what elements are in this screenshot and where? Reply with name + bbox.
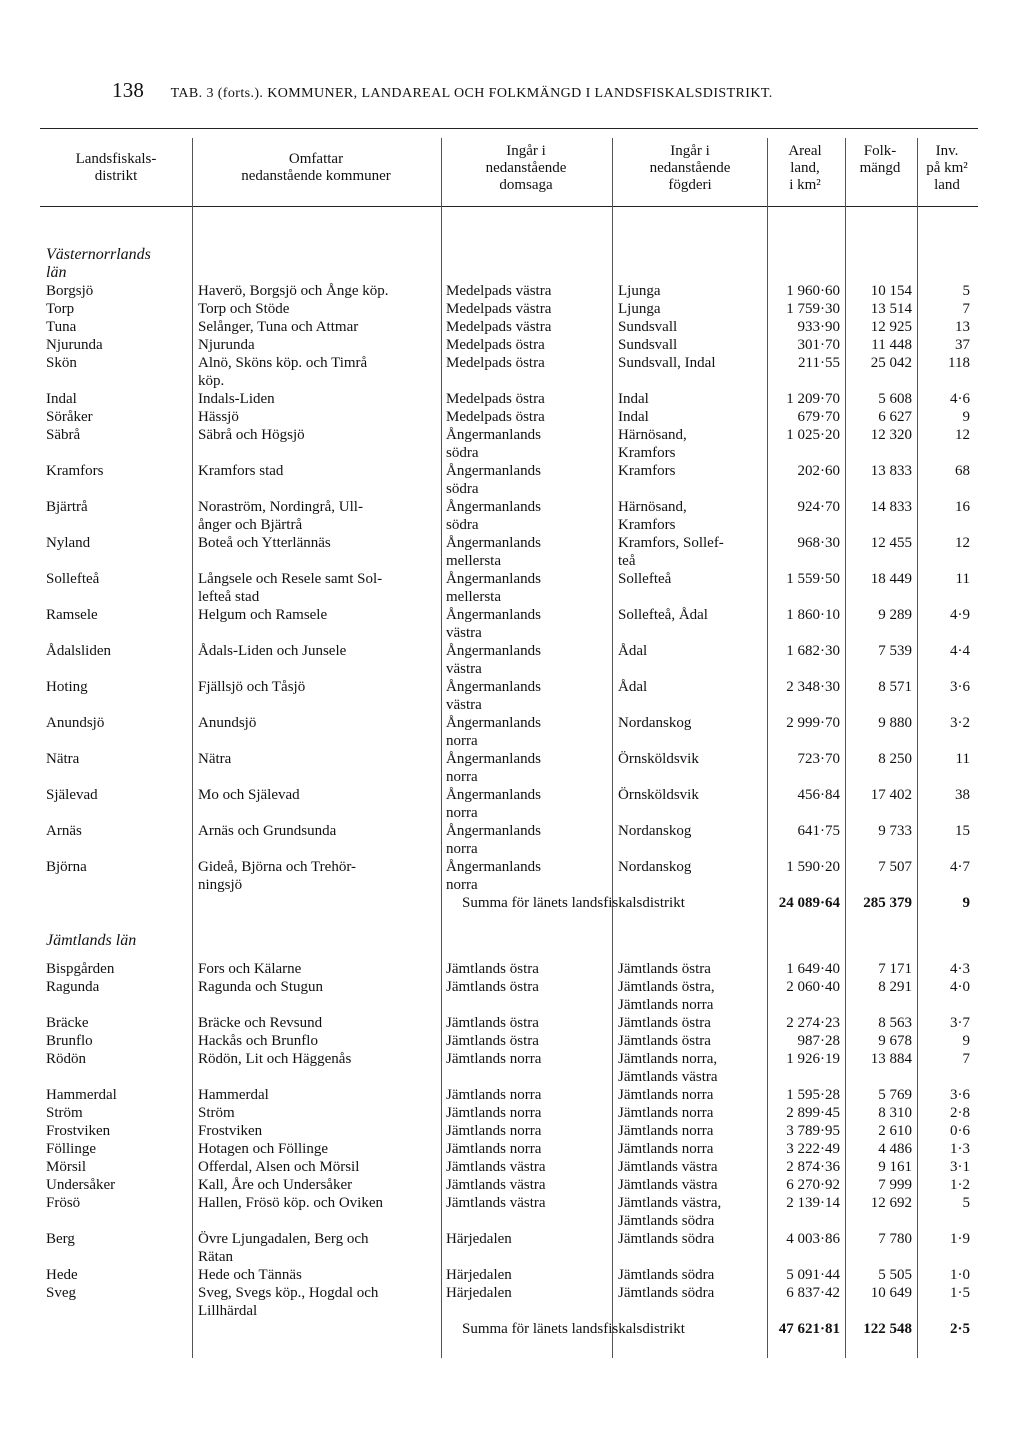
kommuner-cell: Offerdal, Alsen och Mörsil — [198, 1159, 360, 1175]
inv-cell: 5 — [962, 283, 970, 299]
fogderi-cell: Kramfors, Sollef- teå — [618, 535, 724, 569]
domsaga-cell: Medelpads västra — [446, 319, 552, 335]
kommuner-cell: Ragunda och Stugun — [198, 979, 323, 995]
kommuner-cell: Njurunda — [198, 337, 255, 353]
folkmangd-cell: 5 505 — [878, 1267, 912, 1283]
column-divider — [845, 138, 846, 1358]
areal-cell: 2 874·36 — [786, 1159, 840, 1175]
fogderi-cell: Ådal — [618, 679, 648, 695]
kommuner-cell: Indals-Liden — [198, 391, 275, 407]
folkmangd-cell: 8 250 — [878, 751, 912, 767]
district-name: Arnäs — [46, 823, 82, 839]
folkmangd-cell: 9 161 — [878, 1159, 912, 1175]
inv-cell: 9 — [962, 409, 970, 425]
domsaga-cell: Jämtlands östra — [446, 1033, 539, 1049]
inv-cell: 12 — [955, 427, 970, 443]
areal-cell: 1 559·50 — [786, 571, 840, 587]
folkmangd-cell: 7 507 — [878, 859, 912, 875]
inv-cell: 7 — [962, 301, 970, 317]
district-name: Tuna — [46, 319, 77, 335]
fogderi-cell: Härnösand, Kramfors — [618, 427, 687, 461]
areal-cell: 1 209·70 — [786, 391, 840, 407]
fogderi-cell: Härnösand, Kramfors — [618, 499, 687, 533]
areal-cell: 679·70 — [797, 409, 840, 425]
domsaga-cell: Ångermanlands norra — [446, 787, 541, 821]
district-name: Frostviken — [46, 1123, 111, 1139]
fogderi-cell: Sundsvall — [618, 337, 678, 353]
district-name: Sollefteå — [46, 571, 100, 587]
domsaga-cell: Ångermanlands mellersta — [446, 571, 541, 605]
kommuner-cell: Arnäs och Grundsunda — [198, 823, 337, 839]
district-name: Mörsil — [46, 1159, 87, 1175]
folkmangd-cell: 4 486 — [878, 1141, 912, 1157]
column-divider — [192, 138, 193, 1358]
folkmangd-cell: 9 289 — [878, 607, 912, 623]
district-name: Hoting — [46, 679, 88, 695]
kommuner-cell: Gideå, Björna och Trehör- ningsjö — [198, 859, 357, 893]
column-header: Omfattar nedanstående kommuner — [241, 151, 391, 184]
areal-cell: 2 899·45 — [786, 1105, 840, 1121]
district-name: Skön — [46, 355, 77, 371]
folkmangd-cell: 25 042 — [870, 355, 912, 371]
folkmangd-cell: 5 769 — [878, 1087, 912, 1103]
kommuner-cell: Haverö, Borgsjö och Ånge köp. — [198, 283, 389, 299]
fogderi-cell: Jämtlands östra — [618, 961, 711, 977]
inv-cell: 1·9 — [950, 1231, 970, 1247]
kommuner-cell: Selånger, Tuna och Attmar — [198, 319, 359, 335]
areal-cell: 3 222·49 — [786, 1141, 840, 1157]
areal-cell: 2 348·30 — [786, 679, 840, 695]
areal-cell: 1 926·19 — [786, 1051, 840, 1067]
domsaga-cell: Medelpads östra — [446, 355, 545, 371]
inv-cell: 4·4 — [950, 643, 970, 659]
fogderi-cell: Jämtlands östra — [618, 1033, 711, 1049]
column-divider — [612, 138, 613, 1358]
areal-cell: 1 025·20 — [786, 427, 840, 443]
fogderi-cell: Jämtlands norra — [618, 1141, 714, 1157]
domsaga-cell: Ångermanlands norra — [446, 751, 541, 785]
kommuner-cell: Hede och Tännäs — [198, 1267, 302, 1283]
domsaga-cell: Härjedalen — [446, 1231, 512, 1247]
areal-cell: 641·75 — [797, 823, 840, 839]
folkmangd-cell: 9 880 — [878, 715, 912, 731]
kommuner-cell: Bräcke och Revsund — [198, 1015, 323, 1031]
areal-cell: 1 595·28 — [786, 1087, 840, 1103]
folkmangd-cell: 9 733 — [878, 823, 912, 839]
areal-cell: 987·28 — [797, 1033, 840, 1049]
kommuner-cell: Hallen, Frösö köp. och Oviken — [198, 1195, 383, 1211]
inv-cell: 1·5 — [950, 1285, 970, 1301]
inv-cell: 37 — [955, 337, 970, 353]
areal-cell: 202·60 — [797, 463, 840, 479]
fogderi-cell: Nordanskog — [618, 859, 692, 875]
areal-cell: 6 270·92 — [786, 1177, 840, 1193]
domsaga-cell: Jämtlands östra — [446, 1015, 539, 1031]
kommuner-cell: Ström — [198, 1105, 235, 1121]
column-header: Landsfiskals- distrikt — [75, 151, 157, 184]
inv-cell: 13 — [955, 319, 970, 335]
kommuner-cell: Rödön, Lit och Häggenås — [198, 1051, 352, 1067]
folkmangd-cell: 10 154 — [870, 283, 912, 299]
domsaga-cell: Ångermanlands västra — [446, 679, 541, 713]
folkmangd-cell: 12 320 — [870, 427, 912, 443]
district-name: Torp — [46, 301, 75, 317]
areal-cell: 1 960·60 — [786, 283, 840, 299]
fogderi-cell: Indal — [618, 409, 649, 425]
fogderi-cell: Ådal — [618, 643, 648, 659]
fogderi-cell: Örnsköldsvik — [618, 751, 699, 767]
kommuner-cell: Långsele och Resele samt Sol- lefteå stad — [198, 571, 383, 605]
folkmangd-cell: 13 884 — [870, 1051, 912, 1067]
fogderi-cell: Jämtlands norra — [618, 1087, 714, 1103]
inv-cell: 3·6 — [950, 1087, 970, 1103]
domsaga-cell: Härjedalen — [446, 1267, 512, 1283]
folkmangd-cell: 12 692 — [870, 1195, 912, 1211]
column-divider — [767, 138, 768, 1358]
areal-cell: 211·55 — [798, 355, 840, 371]
fogderi-cell: Jämtlands norra, Jämtlands västra — [618, 1051, 718, 1085]
inv-cell: 11 — [955, 751, 970, 767]
kommuner-cell: Sveg, Svegs köp., Hogdal och Lillhärdal — [198, 1285, 379, 1319]
kommuner-cell: Noraström, Nordingrå, Ull- ånger och Bjärtrå — [198, 499, 363, 533]
district-name: Bjärtrå — [46, 499, 88, 515]
column-divider — [441, 138, 442, 1358]
areal-cell: 1 860·10 — [786, 607, 840, 623]
district-name: Föllinge — [46, 1141, 97, 1157]
inv-cell: 1·2 — [950, 1177, 970, 1193]
page-title: TAB. 3 (forts.). KOMMUNER, LANDAREAL OCH FOLKMÄNGD I LANDSFISKALSDISTRIKT. — [170, 86, 773, 101]
domsaga-cell: Jämtlands norra — [446, 1087, 542, 1103]
inv-cell: 0·6 — [950, 1123, 970, 1139]
inv-cell: 12 — [955, 535, 970, 551]
column-header: Folk- mängd — [859, 143, 901, 176]
domsaga-cell: Ångermanlands södra — [446, 463, 541, 497]
inv-cell: 16 — [955, 499, 970, 515]
fogderi-cell: Nordanskog — [618, 715, 692, 731]
areal-cell: 3 789·95 — [786, 1123, 840, 1139]
district-name: Söråker — [46, 409, 93, 425]
district-name: Nyland — [46, 535, 91, 551]
column-divider — [917, 138, 918, 1358]
areal-cell: 1 649·40 — [786, 961, 840, 977]
folkmangd-cell: 11 448 — [871, 337, 912, 353]
fogderi-cell: Jämtlands västra — [618, 1159, 718, 1175]
district-name: Ramsele — [46, 607, 98, 623]
kommuner-cell: Övre Ljungadalen, Berg och Rätan — [198, 1231, 369, 1265]
kommuner-cell: Säbrå och Högsjö — [198, 427, 305, 443]
column-header: Ingår i nedanstående domsaga — [485, 143, 567, 193]
kommuner-cell: Alnö, Sköns köp. och Timrå köp. — [198, 355, 368, 389]
district-name: Bispgården — [46, 961, 115, 977]
domsaga-cell: Ångermanlands norra — [446, 715, 541, 749]
inv-cell: 1·3 — [950, 1141, 970, 1157]
kommuner-cell: Kall, Åre och Undersåker — [198, 1177, 353, 1193]
domsaga-cell: Jämtlands norra — [446, 1123, 542, 1139]
column-header: Areal land, i km² — [788, 143, 822, 193]
section-title: Jämtlands län — [46, 932, 137, 949]
district-name: Hede — [46, 1267, 78, 1283]
areal-cell: 2 139·14 — [786, 1195, 840, 1211]
domsaga-cell: Ångermanlands västra — [446, 607, 541, 641]
inv-cell: 7 — [962, 1051, 970, 1067]
domsaga-cell: Jämtlands östra — [446, 979, 539, 995]
district-name: Undersåker — [46, 1177, 116, 1193]
district-name: Berg — [46, 1231, 75, 1247]
total-label: Summa för länets landsfiskalsdistrikt — [462, 1321, 685, 1337]
inv-cell: 9 — [962, 1033, 970, 1049]
page-header — [112, 78, 773, 103]
areal-cell: 933·90 — [797, 319, 840, 335]
domsaga-cell: Ångermanlands norra — [446, 823, 541, 857]
folkmangd-cell: 7 999 — [878, 1177, 912, 1193]
folkmangd-cell: 8 310 — [878, 1105, 912, 1121]
areal-cell: 301·70 — [797, 337, 840, 353]
folkmangd-cell: 7 171 — [878, 961, 912, 977]
section-title: Västernorrlands län — [46, 246, 151, 281]
kommuner-cell: Mo och Själevad — [198, 787, 300, 803]
inv-cell: 4·6 — [950, 391, 970, 407]
fogderi-cell: Sollefteå, Ådal — [618, 607, 708, 623]
fogderi-cell: Jämtlands västra, Jämtlands södra — [618, 1195, 722, 1229]
folkmangd-cell: 8 563 — [878, 1015, 912, 1031]
kommuner-cell: Ådals-Liden och Junsele — [198, 643, 347, 659]
fogderi-cell: Jämtlands västra — [618, 1177, 718, 1193]
district-name: Bräcke — [46, 1015, 89, 1031]
folkmangd-cell: 10 649 — [870, 1285, 912, 1301]
district-name: Njurunda — [46, 337, 103, 353]
district-name: Brunflo — [46, 1033, 93, 1049]
total-inv: 9 — [962, 895, 970, 911]
areal-cell: 1 759·30 — [786, 301, 840, 317]
kommuner-cell: Anundsjö — [198, 715, 257, 731]
folkmangd-cell: 17 402 — [870, 787, 912, 803]
domsaga-cell: Jämtlands östra — [446, 961, 539, 977]
kommuner-cell: Kramfors stad — [198, 463, 284, 479]
kommuner-cell: Frostviken — [198, 1123, 263, 1139]
inv-cell: 2·8 — [950, 1105, 970, 1121]
kommuner-cell: Torp och Stöde — [198, 301, 290, 317]
areal-cell: 2 999·70 — [786, 715, 840, 731]
domsaga-cell: Jämtlands västra — [446, 1195, 546, 1211]
header-rule — [40, 206, 978, 207]
domsaga-cell: Jämtlands västra — [446, 1159, 546, 1175]
folkmangd-cell: 12 455 — [870, 535, 912, 551]
folkmangd-cell: 7 539 — [878, 643, 912, 659]
fogderi-cell: Jämtlands södra — [618, 1285, 715, 1301]
district-name: Säbrå — [46, 427, 81, 443]
district-name: Borgsjö — [46, 283, 94, 299]
domsaga-cell: Medelpads västra — [446, 283, 552, 299]
folkmangd-cell: 5 608 — [878, 391, 912, 407]
domsaga-cell: Medelpads västra — [446, 301, 552, 317]
inv-cell: 3·1 — [950, 1159, 970, 1175]
fogderi-cell: Jämtlands östra — [618, 1015, 711, 1031]
inv-cell: 4·7 — [950, 859, 970, 875]
folkmangd-cell: 8 571 — [878, 679, 912, 695]
areal-cell: 968·30 — [797, 535, 840, 551]
district-name: Kramfors — [46, 463, 104, 479]
areal-cell: 6 837·42 — [786, 1285, 840, 1301]
domsaga-cell: Medelpads östra — [446, 337, 545, 353]
fogderi-cell: Ljunga — [618, 283, 661, 299]
kommuner-cell: Nätra — [198, 751, 232, 767]
inv-cell: 1·0 — [950, 1267, 970, 1283]
folkmangd-cell: 12 925 — [870, 319, 912, 335]
fogderi-cell: Ljunga — [618, 301, 661, 317]
kommuner-cell: Hackås och Brunflo — [198, 1033, 318, 1049]
district-name: Själevad — [46, 787, 98, 803]
district-name: Hammerdal — [46, 1087, 117, 1103]
inv-cell: 118 — [948, 355, 970, 371]
top-rule — [40, 128, 978, 129]
total-label: Summa för länets landsfiskalsdistrikt — [462, 895, 685, 911]
folkmangd-cell: 9 678 — [878, 1033, 912, 1049]
district-name: Frösö — [46, 1195, 81, 1211]
areal-cell: 1 682·30 — [786, 643, 840, 659]
domsaga-cell: Ångermanlands norra — [446, 859, 541, 893]
inv-cell: 38 — [955, 787, 970, 803]
inv-cell: 5 — [962, 1195, 970, 1211]
district-name: Ådalsliden — [46, 643, 111, 659]
fogderi-cell: Sundsvall — [618, 319, 678, 335]
inv-cell: 3·6 — [950, 679, 970, 695]
inv-cell: 3·7 — [950, 1015, 970, 1031]
district-name: Indal — [46, 391, 77, 407]
folkmangd-cell: 2 610 — [878, 1123, 912, 1139]
column-header: Ingår i nedanstående fögderi — [649, 143, 731, 193]
kommuner-cell: Fors och Kälarne — [198, 961, 302, 977]
areal-cell: 1 590·20 — [786, 859, 840, 875]
district-name: Anundsjö — [46, 715, 105, 731]
district-name: Nätra — [46, 751, 80, 767]
total-folkmangd: 122 548 — [863, 1321, 912, 1337]
areal-cell: 4 003·86 — [786, 1231, 840, 1247]
domsaga-cell: Jämtlands norra — [446, 1105, 542, 1121]
folkmangd-cell: 7 780 — [878, 1231, 912, 1247]
folkmangd-cell: 18 449 — [870, 571, 912, 587]
fogderi-cell: Kramfors — [618, 463, 676, 479]
fogderi-cell: Jämtlands södra — [618, 1231, 715, 1247]
inv-cell: 4·9 — [950, 607, 970, 623]
total-inv: 2·5 — [949, 1321, 970, 1337]
fogderi-cell: Sundsvall, Indal — [618, 355, 716, 371]
inv-cell: 15 — [955, 823, 970, 839]
areal-cell: 2 274·23 — [786, 1015, 840, 1031]
district-name: Rödön — [46, 1051, 87, 1067]
folkmangd-cell: 14 833 — [870, 499, 912, 515]
kommuner-cell: Helgum och Ramsele — [198, 607, 328, 623]
inv-cell: 11 — [955, 571, 970, 587]
areal-cell: 5 091·44 — [786, 1267, 840, 1283]
fogderi-cell: Jämtlands östra, Jämtlands norra — [618, 979, 715, 1013]
areal-cell: 456·84 — [797, 787, 840, 803]
total-folkmangd: 285 379 — [863, 895, 912, 911]
fogderi-cell: Jämtlands norra — [618, 1105, 714, 1121]
fogderi-cell: Sollefteå — [618, 571, 672, 587]
folkmangd-cell: 8 291 — [878, 979, 912, 995]
page-number: 138 — [112, 78, 145, 102]
areal-cell: 924·70 — [797, 499, 840, 515]
domsaga-cell: Härjedalen — [446, 1285, 512, 1301]
domsaga-cell: Jämtlands norra — [446, 1051, 542, 1067]
fogderi-cell: Nordanskog — [618, 823, 692, 839]
kommuner-cell: Hotagen och Föllinge — [198, 1141, 328, 1157]
domsaga-cell: Ångermanlands södra — [446, 499, 541, 533]
total-areal: 24 089·64 — [778, 895, 840, 911]
domsaga-cell: Jämtlands västra — [446, 1177, 546, 1193]
inv-cell: 3·2 — [950, 715, 970, 731]
domsaga-cell: Jämtlands norra — [446, 1141, 542, 1157]
folkmangd-cell: 13 514 — [870, 301, 912, 317]
folkmangd-cell: 13 833 — [870, 463, 912, 479]
folkmangd-cell: 6 627 — [878, 409, 912, 425]
areal-cell: 723·70 — [797, 751, 840, 767]
total-areal: 47 621·81 — [778, 1321, 840, 1337]
fogderi-cell: Jämtlands norra — [618, 1123, 714, 1139]
fogderi-cell: Örnsköldsvik — [618, 787, 699, 803]
domsaga-cell: Ångermanlands mellersta — [446, 535, 541, 569]
inv-cell: 4·3 — [950, 961, 970, 977]
areal-cell: 2 060·40 — [786, 979, 840, 995]
kommuner-cell: Fjällsjö och Tåsjö — [198, 679, 306, 695]
district-name: Ragunda — [46, 979, 100, 995]
fogderi-cell: Jämtlands södra — [618, 1267, 715, 1283]
district-name: Sveg — [46, 1285, 76, 1301]
kommuner-cell: Boteå och Ytterlännäs — [198, 535, 331, 551]
domsaga-cell: Medelpads östra — [446, 409, 545, 425]
fogderi-cell: Indal — [618, 391, 649, 407]
district-name: Ström — [46, 1105, 83, 1121]
column-header: Inv. på km² land — [926, 143, 968, 193]
inv-cell: 4·0 — [950, 979, 970, 995]
domsaga-cell: Medelpads östra — [446, 391, 545, 407]
kommuner-cell: Hässjö — [198, 409, 239, 425]
district-name: Björna — [46, 859, 87, 875]
inv-cell: 68 — [955, 463, 970, 479]
domsaga-cell: Ångermanlands västra — [446, 643, 541, 677]
domsaga-cell: Ångermanlands södra — [446, 427, 541, 461]
kommuner-cell: Hammerdal — [198, 1087, 269, 1103]
